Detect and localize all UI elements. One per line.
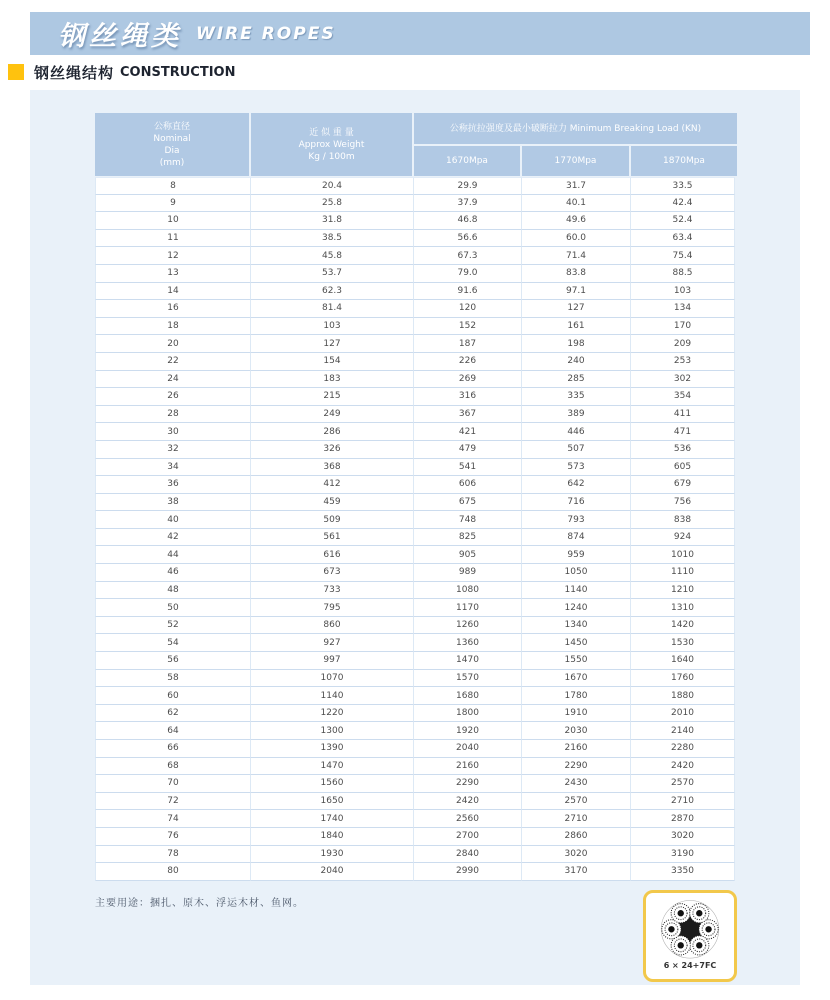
table-cell: 733 xyxy=(251,582,414,600)
table-cell: 40 xyxy=(95,511,251,529)
table-cell: 1470 xyxy=(414,652,522,670)
table-cell: 215 xyxy=(251,388,414,406)
table-cell: 605 xyxy=(631,459,735,477)
table-cell: 20.4 xyxy=(251,177,414,195)
table-cell: 1930 xyxy=(251,846,414,864)
table-cell: 42.4 xyxy=(631,195,735,213)
table-cell: 2420 xyxy=(414,793,522,811)
table-cell: 924 xyxy=(631,529,735,547)
table-cell: 97.1 xyxy=(522,283,631,301)
table-cell: 2140 xyxy=(631,722,735,740)
table-cell: 187 xyxy=(414,335,522,353)
table-cell: 67.3 xyxy=(414,247,522,265)
yellow-bullet-icon xyxy=(8,64,24,80)
table-cell: 825 xyxy=(414,529,522,547)
table-cell: 1170 xyxy=(414,599,522,617)
page-title-en: WIRE ROPES xyxy=(196,23,336,44)
table-cell: 74 xyxy=(95,810,251,828)
table-cell: 316 xyxy=(414,388,522,406)
table-cell: 45.8 xyxy=(251,247,414,265)
rope-cross-section-box xyxy=(643,890,737,982)
table-cell: 795 xyxy=(251,599,414,617)
table-cell: 997 xyxy=(251,652,414,670)
table-cell: 1650 xyxy=(251,793,414,811)
table-cell: 1780 xyxy=(522,687,631,705)
header-text: Nominal xyxy=(153,133,191,144)
table-cell: 40.1 xyxy=(522,195,631,213)
table-cell: 1760 xyxy=(631,670,735,688)
table-cell: 26 xyxy=(95,388,251,406)
table-row xyxy=(95,283,735,301)
table-row xyxy=(95,318,735,336)
table-header xyxy=(95,113,735,176)
table-row xyxy=(95,863,735,881)
table-cell: 411 xyxy=(631,406,735,424)
strand xyxy=(671,904,690,923)
table-cell: 20 xyxy=(95,335,251,353)
table-cell: 507 xyxy=(522,441,631,459)
table-cell: 13 xyxy=(95,265,251,283)
table-cell: 1680 xyxy=(414,687,522,705)
table-cell: 573 xyxy=(522,459,631,477)
table-row xyxy=(95,846,735,864)
table-row xyxy=(95,494,735,512)
table-cell: 1140 xyxy=(522,582,631,600)
table-cell: 127 xyxy=(251,335,414,353)
table-cell: 52.4 xyxy=(631,212,735,230)
table-cell: 1920 xyxy=(414,722,522,740)
table-cell: 3190 xyxy=(631,846,735,864)
table-cell: 3020 xyxy=(631,828,735,846)
table-cell: 88.5 xyxy=(631,265,735,283)
table-cell: 127 xyxy=(522,300,631,318)
table-cell: 81.4 xyxy=(251,300,414,318)
table-cell: 103 xyxy=(631,283,735,301)
table-cell: 1260 xyxy=(414,617,522,635)
table-cell: 2030 xyxy=(522,722,631,740)
table-row xyxy=(95,828,735,846)
header-breaking-load-group: 公称抗拉强度及最小破断拉力 Minimum Breaking Load (KN) xyxy=(414,113,737,144)
table-cell: 249 xyxy=(251,406,414,424)
table-cell: 1450 xyxy=(522,634,631,652)
table-cell: 2560 xyxy=(414,810,522,828)
table-cell: 793 xyxy=(522,511,631,529)
usage-footnote: 主要用途：捆扎、原木、浮运木材、鱼网。 xyxy=(95,898,304,909)
table-cell: 240 xyxy=(522,353,631,371)
table-cell: 161 xyxy=(522,318,631,336)
table-cell: 11 xyxy=(95,230,251,248)
table-cell: 64 xyxy=(95,722,251,740)
table-cell: 1070 xyxy=(251,670,414,688)
table-cell: 72 xyxy=(95,793,251,811)
table-cell: 8 xyxy=(95,177,251,195)
table-cell: 285 xyxy=(522,371,631,389)
table-cell: 459 xyxy=(251,494,414,512)
table-cell: 1050 xyxy=(522,564,631,582)
table-cell: 50 xyxy=(95,599,251,617)
table-cell: 22 xyxy=(95,353,251,371)
table-cell: 1470 xyxy=(251,758,414,776)
table-cell: 927 xyxy=(251,634,414,652)
table-cell: 2040 xyxy=(414,740,522,758)
table-cell: 326 xyxy=(251,441,414,459)
table-cell: 1740 xyxy=(251,810,414,828)
table-cell: 2420 xyxy=(631,758,735,776)
table-row xyxy=(95,546,735,564)
table-cell: 3350 xyxy=(631,863,735,881)
table-cell: 44 xyxy=(95,546,251,564)
table-cell: 14 xyxy=(95,283,251,301)
table-cell: 1220 xyxy=(251,705,414,723)
table-row xyxy=(95,335,735,353)
table-cell: 3170 xyxy=(522,863,631,881)
table-row xyxy=(95,388,735,406)
section-title-zh: 钢丝绳结构 xyxy=(34,63,115,82)
table-row xyxy=(95,423,735,441)
header-text: (mm) xyxy=(159,157,185,168)
table-cell: 36 xyxy=(95,476,251,494)
table-cell: 12 xyxy=(95,247,251,265)
table-cell: 2160 xyxy=(522,740,631,758)
table-cell: 60 xyxy=(95,687,251,705)
table-cell: 2570 xyxy=(522,793,631,811)
table-cell: 541 xyxy=(414,459,522,477)
table-cell: 53.7 xyxy=(251,265,414,283)
table-cell: 716 xyxy=(522,494,631,512)
table-row xyxy=(95,775,735,793)
table-row xyxy=(95,617,735,635)
table-cell: 46.8 xyxy=(414,212,522,230)
table-cell: 1140 xyxy=(251,687,414,705)
table-cell: 103 xyxy=(251,318,414,336)
header-text: Dia xyxy=(164,145,180,156)
header-text: Approx Weight xyxy=(298,139,365,150)
table-row xyxy=(95,476,735,494)
table-cell: 253 xyxy=(631,353,735,371)
table-row xyxy=(95,758,735,776)
table-cell: 874 xyxy=(522,529,631,547)
table-cell: 335 xyxy=(522,388,631,406)
table-cell: 62 xyxy=(95,705,251,723)
table-row xyxy=(95,740,735,758)
table-row xyxy=(95,599,735,617)
table-cell: 29.9 xyxy=(414,177,522,195)
table-cell: 38.5 xyxy=(251,230,414,248)
table-row xyxy=(95,406,735,424)
table-cell: 905 xyxy=(414,546,522,564)
table-cell: 54 xyxy=(95,634,251,652)
header-text: 公称直径 xyxy=(153,121,190,132)
table-cell: 56 xyxy=(95,652,251,670)
header-approx-weight xyxy=(251,113,412,176)
table-cell: 1390 xyxy=(251,740,414,758)
section-header xyxy=(8,62,235,82)
strand xyxy=(690,904,709,923)
table-row xyxy=(95,793,735,811)
table-cell: 509 xyxy=(251,511,414,529)
table-cell: 1110 xyxy=(631,564,735,582)
table-cell: 2860 xyxy=(522,828,631,846)
table-cell: 1840 xyxy=(251,828,414,846)
table-cell: 1240 xyxy=(522,599,631,617)
table-cell: 58 xyxy=(95,670,251,688)
table-cell: 1570 xyxy=(414,670,522,688)
strand xyxy=(662,920,681,939)
table-cell: 2710 xyxy=(631,793,735,811)
table-cell: 2290 xyxy=(522,758,631,776)
table-cell: 1560 xyxy=(251,775,414,793)
table-cell: 606 xyxy=(414,476,522,494)
table-cell: 31.8 xyxy=(251,212,414,230)
table-row xyxy=(95,722,735,740)
table-row xyxy=(95,195,735,213)
table-cell: 2870 xyxy=(631,810,735,828)
table-cell: 37.9 xyxy=(414,195,522,213)
table-cell: 18 xyxy=(95,318,251,336)
table-cell: 183 xyxy=(251,371,414,389)
table-cell: 838 xyxy=(631,511,735,529)
table-cell: 1420 xyxy=(631,617,735,635)
table-cell: 2840 xyxy=(414,846,522,864)
table-cell: 66 xyxy=(95,740,251,758)
table-cell: 152 xyxy=(414,318,522,336)
table-cell: 2280 xyxy=(631,740,735,758)
table-cell: 16 xyxy=(95,300,251,318)
table-cell: 91.6 xyxy=(414,283,522,301)
table-cell: 959 xyxy=(522,546,631,564)
table-cell: 1550 xyxy=(522,652,631,670)
table-row xyxy=(95,670,735,688)
header-grade-1870: 1870Mpa xyxy=(631,146,737,176)
table-row xyxy=(95,247,735,265)
table-cell: 2430 xyxy=(522,775,631,793)
table-cell: 70 xyxy=(95,775,251,793)
table-cell: 446 xyxy=(522,423,631,441)
table-cell: 49.6 xyxy=(522,212,631,230)
table-cell: 32 xyxy=(95,441,251,459)
table-cell: 479 xyxy=(414,441,522,459)
table-cell: 561 xyxy=(251,529,414,547)
table-row xyxy=(95,459,735,477)
table-cell: 1300 xyxy=(251,722,414,740)
table-cell: 2010 xyxy=(631,705,735,723)
table-cell: 62.3 xyxy=(251,283,414,301)
header-text: Kg / 100m xyxy=(308,151,355,162)
table-cell: 1210 xyxy=(631,582,735,600)
table-cell: 198 xyxy=(522,335,631,353)
table-cell: 52 xyxy=(95,617,251,635)
table-cell: 76 xyxy=(95,828,251,846)
table-row xyxy=(95,265,735,283)
table-cell: 30 xyxy=(95,423,251,441)
table-cell: 78 xyxy=(95,846,251,864)
table-row xyxy=(95,371,735,389)
table-row xyxy=(95,441,735,459)
table-cell: 2040 xyxy=(251,863,414,881)
table-cell: 120 xyxy=(414,300,522,318)
table-cell: 1910 xyxy=(522,705,631,723)
table-cell: 79.0 xyxy=(414,265,522,283)
table-cell: 2990 xyxy=(414,863,522,881)
table-row xyxy=(95,705,735,723)
table-cell: 421 xyxy=(414,423,522,441)
table-row xyxy=(95,353,735,371)
table-cell: 1670 xyxy=(522,670,631,688)
table-cell: 2710 xyxy=(522,810,631,828)
rope-cross-section-icon xyxy=(658,896,722,960)
table-cell: 71.4 xyxy=(522,247,631,265)
table-row xyxy=(95,511,735,529)
table-cell: 354 xyxy=(631,388,735,406)
strand xyxy=(690,936,709,955)
table-cell: 134 xyxy=(631,300,735,318)
table-cell: 33.5 xyxy=(631,177,735,195)
table-body xyxy=(95,177,735,881)
table-row xyxy=(95,652,735,670)
table-cell: 3020 xyxy=(522,846,631,864)
table-cell: 1880 xyxy=(631,687,735,705)
table-cell: 412 xyxy=(251,476,414,494)
table-cell: 31.7 xyxy=(522,177,631,195)
table-cell: 367 xyxy=(414,406,522,424)
header-nominal-dia xyxy=(95,113,249,176)
table-cell: 154 xyxy=(251,353,414,371)
table-cell: 286 xyxy=(251,423,414,441)
table-cell: 25.8 xyxy=(251,195,414,213)
table-cell: 48 xyxy=(95,582,251,600)
rope-construction-label: 6 × 24+7FC xyxy=(663,961,717,970)
table-cell: 748 xyxy=(414,511,522,529)
table-cell: 860 xyxy=(251,617,414,635)
table-cell: 302 xyxy=(631,371,735,389)
table-cell: 83.8 xyxy=(522,265,631,283)
table-row xyxy=(95,529,735,547)
table-cell: 10 xyxy=(95,212,251,230)
table-cell: 1530 xyxy=(631,634,735,652)
spec-table xyxy=(95,113,735,881)
table-row xyxy=(95,687,735,705)
table-row xyxy=(95,634,735,652)
table-cell: 2570 xyxy=(631,775,735,793)
table-row xyxy=(95,212,735,230)
table-row xyxy=(95,564,735,582)
table-cell: 9 xyxy=(95,195,251,213)
table-cell: 80 xyxy=(95,863,251,881)
table-cell: 673 xyxy=(251,564,414,582)
table-row xyxy=(95,582,735,600)
table-cell: 42 xyxy=(95,529,251,547)
table-cell: 68 xyxy=(95,758,251,776)
table-cell: 2160 xyxy=(414,758,522,776)
table-cell: 209 xyxy=(631,335,735,353)
header-grade-1770: 1770Mpa xyxy=(522,146,629,176)
table-cell: 1010 xyxy=(631,546,735,564)
table-row xyxy=(95,177,735,195)
table-row xyxy=(95,230,735,248)
table-cell: 1640 xyxy=(631,652,735,670)
header-text: 近 似 重 量 xyxy=(309,127,354,138)
table-cell: 2700 xyxy=(414,828,522,846)
table-cell: 1800 xyxy=(414,705,522,723)
table-cell: 1360 xyxy=(414,634,522,652)
table-cell: 471 xyxy=(631,423,735,441)
table-cell: 24 xyxy=(95,371,251,389)
table-cell: 63.4 xyxy=(631,230,735,248)
table-cell: 269 xyxy=(414,371,522,389)
table-cell: 56.6 xyxy=(414,230,522,248)
table-cell: 1310 xyxy=(631,599,735,617)
table-row xyxy=(95,810,735,828)
table-cell: 34 xyxy=(95,459,251,477)
table-cell: 389 xyxy=(522,406,631,424)
table-cell: 1080 xyxy=(414,582,522,600)
table-cell: 46 xyxy=(95,564,251,582)
table-cell: 75.4 xyxy=(631,247,735,265)
table-cell: 756 xyxy=(631,494,735,512)
table-cell: 642 xyxy=(522,476,631,494)
table-cell: 226 xyxy=(414,353,522,371)
table-cell: 675 xyxy=(414,494,522,512)
table-cell: 1340 xyxy=(522,617,631,635)
table-cell: 2290 xyxy=(414,775,522,793)
table-cell: 170 xyxy=(631,318,735,336)
content-panel xyxy=(30,90,800,985)
section-title-en: CONSTRUCTION xyxy=(120,64,236,80)
table-cell: 368 xyxy=(251,459,414,477)
table-cell: 28 xyxy=(95,406,251,424)
page-title-zh: 钢丝绳类 xyxy=(58,21,182,52)
page-title-banner xyxy=(30,12,810,55)
table-cell: 616 xyxy=(251,546,414,564)
table-cell: 38 xyxy=(95,494,251,512)
table-cell: 60.0 xyxy=(522,230,631,248)
header-grade-1670: 1670Mpa xyxy=(414,146,520,176)
table-cell: 536 xyxy=(631,441,735,459)
table-cell: 679 xyxy=(631,476,735,494)
table-cell: 989 xyxy=(414,564,522,582)
table-row xyxy=(95,300,735,318)
